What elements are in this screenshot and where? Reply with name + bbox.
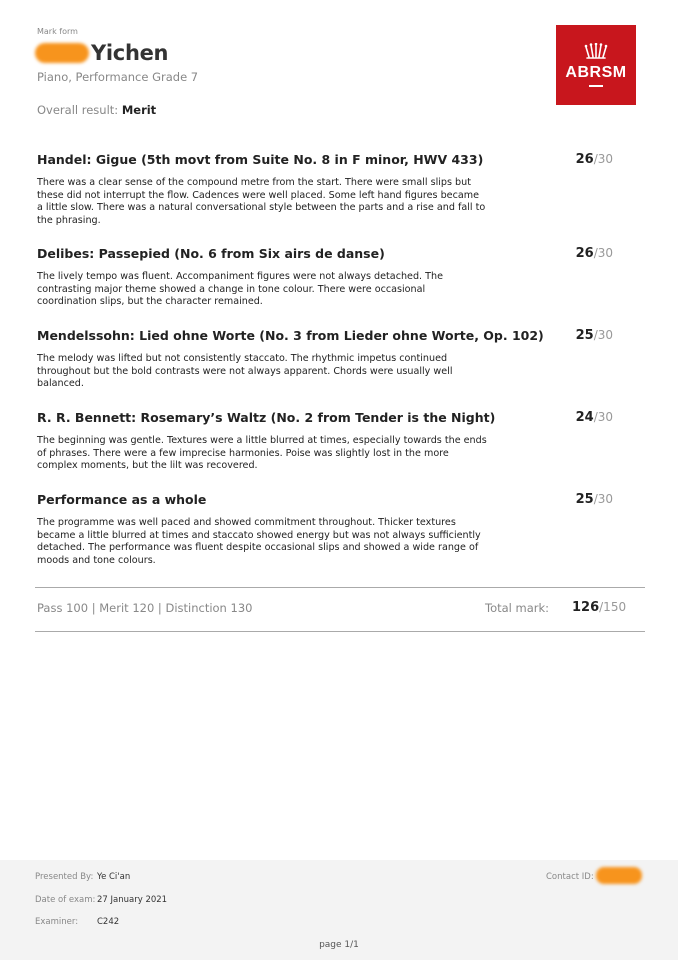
piece-entry: [37, 410, 643, 473]
piece-mark: [576, 246, 613, 261]
piece-entry: [37, 492, 643, 567]
piece-entry: [37, 152, 643, 227]
piece-title: Delibes: Passepied (No. 6 from Six airs de danse): [37, 246, 385, 261]
presented-by-label: Presented By:: [35, 872, 94, 882]
abrsm-logo: [556, 25, 636, 105]
piece-entry: [37, 246, 643, 309]
piece-comment: The melody was lifted but not consistently staccato. The rhythmic impetus continued throughout but the bold contrasts were not always apparent. Chords were usually well balanced.: [37, 353, 453, 390]
piece-mark-value: 26: [575, 152, 594, 167]
piece-entry: [37, 328, 643, 391]
piece-title: Handel: Gigue (5th movt from Suite No. 8 in F minor, HWV 433): [37, 152, 484, 167]
piece-mark-max: /30: [593, 492, 613, 506]
piece-mark-max: /30: [593, 410, 613, 424]
piece-comment: There was a clear sense of the compound metre from the start. There were small slips but these did not interrupt the flow. Cadences were well placed. Some left hand figures became a little slow. There was a natural conversational style between the parts and a rise and fall to the phrasing.: [37, 177, 486, 226]
page-number: page 1/1: [319, 940, 359, 950]
redacted-contact-id: [596, 867, 642, 884]
total-mark-label: Total mark:: [485, 601, 550, 615]
mark-form-label: Mark form: [37, 27, 78, 36]
piece-mark-max: /30: [593, 328, 613, 342]
overall-result-label: Overall result:: [37, 103, 119, 117]
piece-mark: [576, 328, 613, 343]
redacted-surname: [35, 43, 89, 63]
piece-title: R. R. Bennett: Rosemary’s Waltz (No. 2 from Tender is the Night): [37, 410, 496, 425]
total-mark: [572, 600, 626, 615]
exam-date-value: 27 January 2021: [97, 895, 168, 905]
divider-bottom: [35, 631, 645, 632]
total-mark-value: 126: [572, 600, 600, 615]
candidate-name: Yichen: [91, 41, 169, 65]
piece-mark-value: 24: [575, 410, 594, 425]
piece-mark-value: 25: [575, 328, 594, 343]
examiner-label: Examiner:: [35, 917, 79, 927]
examiner-value: C242: [97, 917, 120, 927]
logo-text: ABRSM: [565, 64, 627, 81]
presented-by-value: Ye Ci'an: [97, 872, 131, 882]
piece-mark: [576, 152, 613, 167]
piece-mark-value: 25: [575, 492, 594, 507]
overall-result-value: Merit: [121, 103, 157, 117]
divider-top: [35, 587, 645, 588]
logo-underline: [589, 85, 603, 87]
piece-comment: The lively tempo was fluent. Accompaniment figures were not always detached. The contrasting major theme showed a change in tone colour. There were occasional coordination slips, but the character remained.: [37, 271, 443, 308]
piece-mark-value: 26: [575, 246, 594, 261]
candidate-row: [35, 39, 168, 67]
total-mark-max: /150: [599, 600, 627, 614]
exam-date-label: Date of exam:: [35, 895, 96, 905]
piece-mark: [576, 492, 613, 507]
overall-result: [37, 103, 156, 117]
exam-subject: Piano, Performance Grade 7: [37, 70, 199, 84]
piece-comment: The beginning was gentle. Textures were a little blurred at times, especially towards the ends of phrases. There were a few imprecise harmonies. Poise was slightly lost in the more complex moments, but the lilt was recovered.: [37, 435, 487, 472]
piece-mark: [576, 410, 613, 425]
contact-id-label: Contact ID:: [546, 872, 594, 882]
piece-title: Performance as a whole: [37, 492, 207, 507]
piece-title: Mendelssohn: Lied ohne Worte (No. 3 from Lieder ohne Worte, Op. 102): [37, 328, 544, 343]
piece-comment: The programme was well paced and showed commitment throughout. Thicker textures became a little blurred at times and staccato showed energy but was not always sufficiently detached. The performance was fluent despite occasional slips and showed a wide range of moods and tone colours.: [37, 517, 481, 566]
piece-mark-max: /30: [593, 152, 613, 166]
grade-thresholds: Pass 100 | Merit 120 | Distinction 130: [37, 601, 253, 615]
piece-mark-max: /30: [593, 246, 613, 260]
crown-icon: [583, 43, 609, 61]
